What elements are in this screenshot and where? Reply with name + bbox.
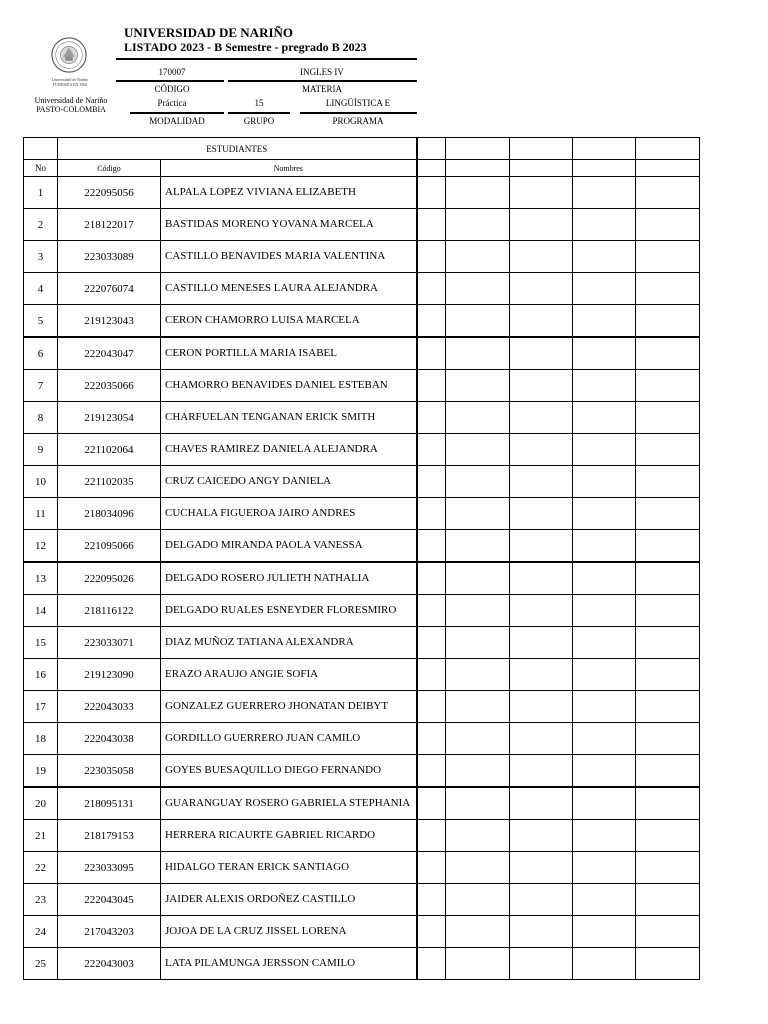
empty-grade-cell — [417, 659, 446, 691]
student-name: CHAMORRO BENAVIDES DANIEL ESTEBAN — [161, 370, 417, 402]
empty-grade-cell — [573, 562, 636, 595]
logo-caption: Universidad de Nariño FUNDADA EN 1904 — [51, 77, 89, 87]
modalidad-rule — [130, 112, 224, 114]
empty-grade-cell — [510, 305, 573, 338]
empty-grade-cell — [636, 241, 700, 273]
empty-grade-cell — [446, 595, 510, 627]
table-row — [24, 884, 700, 916]
student-code: 218122017 — [58, 209, 161, 241]
codigo-value: 170007 — [158, 67, 186, 77]
empty-grade-cell — [446, 691, 510, 723]
extra-header-cell — [636, 138, 700, 160]
empty-grade-cell — [417, 852, 446, 884]
empty-grade-cell — [573, 787, 636, 820]
codigo-label: CÓDIGO — [154, 84, 190, 94]
empty-grade-cell — [636, 209, 700, 241]
student-name: LATA PILAMUNGA JERSSON CAMILO — [161, 948, 417, 980]
empty-grade-cell — [510, 852, 573, 884]
table-row — [24, 530, 700, 563]
row-number: 25 — [24, 948, 58, 980]
empty-grade-cell — [446, 241, 510, 273]
empty-grade-cell — [573, 723, 636, 755]
empty-grade-cell — [446, 402, 510, 434]
extra-header-cell — [573, 138, 636, 160]
student-code: 222035066 — [58, 370, 161, 402]
empty-grade-cell — [417, 498, 446, 530]
student-name: JOJOA DE LA CRUZ JISSEL LORENA — [161, 916, 417, 948]
empty-grade-cell — [446, 209, 510, 241]
empty-grade-cell — [573, 241, 636, 273]
empty-grade-cell — [636, 337, 700, 370]
empty-grade-cell — [510, 209, 573, 241]
empty-grade-cell — [446, 659, 510, 691]
empty-grade-cell — [573, 434, 636, 466]
empty-grade-cell — [636, 562, 700, 595]
student-name: CASTILLO BENAVIDES MARIA VALENTINA — [161, 241, 417, 273]
empty-grade-cell — [636, 820, 700, 852]
row-number: 23 — [24, 884, 58, 916]
empty-grade-cell — [573, 530, 636, 563]
empty-grade-cell — [573, 595, 636, 627]
table-row — [24, 370, 700, 402]
row-number: 7 — [24, 370, 58, 402]
header-rule-top — [116, 58, 417, 60]
empty-grade-cell — [573, 498, 636, 530]
empty-grade-cell — [446, 852, 510, 884]
table-row — [24, 755, 700, 788]
student-name: GUARANGUAY ROSERO GABRIELA STEPHANIA — [161, 787, 417, 820]
empty-grade-cell — [417, 370, 446, 402]
empty-grade-cell — [636, 273, 700, 305]
empty-grade-cell — [636, 723, 700, 755]
empty-grade-cell — [446, 370, 510, 402]
empty-grade-cell — [417, 916, 446, 948]
empty-grade-cell — [417, 787, 446, 820]
empty-grade-cell — [573, 305, 636, 338]
grupo-rule — [228, 112, 290, 114]
student-code: 217043203 — [58, 916, 161, 948]
row-number: 20 — [24, 787, 58, 820]
extra-header-cell — [446, 138, 510, 160]
student-code: 222043047 — [58, 337, 161, 370]
empty-grade-cell — [573, 916, 636, 948]
empty-grade-cell — [636, 595, 700, 627]
empty-grade-cell — [510, 402, 573, 434]
row-number: 11 — [24, 498, 58, 530]
materia-value: INGLES IV — [300, 67, 344, 77]
empty-grade-cell — [417, 209, 446, 241]
page-subtitle: LISTADO 2023 - B Semestre - pregrado B 2023 — [124, 40, 367, 54]
student-code: 219123043 — [58, 305, 161, 338]
student-code: 222076074 — [58, 273, 161, 305]
empty-grade-cell — [636, 370, 700, 402]
empty-grade-cell — [510, 530, 573, 563]
empty-grade-cell — [573, 948, 636, 980]
empty-grade-cell — [446, 273, 510, 305]
table-row — [24, 852, 700, 884]
student-code: 222095026 — [58, 562, 161, 595]
student-code: 223033095 — [58, 852, 161, 884]
empty-grade-cell — [446, 562, 510, 595]
row-number: 9 — [24, 434, 58, 466]
row-number: 16 — [24, 659, 58, 691]
empty-grade-cell — [510, 723, 573, 755]
empty-grade-cell — [417, 305, 446, 338]
table-row — [24, 723, 700, 755]
empty-grade-cell — [510, 691, 573, 723]
empty-grade-cell — [573, 755, 636, 788]
student-code: 221102064 — [58, 434, 161, 466]
row-number: 15 — [24, 627, 58, 659]
empty-grade-cell — [417, 337, 446, 370]
codigo-rule — [116, 80, 224, 82]
empty-grade-cell — [573, 659, 636, 691]
empty-grade-cell — [417, 402, 446, 434]
student-code: 223033089 — [58, 241, 161, 273]
empty-grade-cell — [446, 948, 510, 980]
empty-grade-cell — [417, 691, 446, 723]
empty-grade-cell — [636, 466, 700, 498]
empty-grade-cell — [636, 691, 700, 723]
empty-grade-cell — [417, 948, 446, 980]
table-row — [24, 498, 700, 530]
empty-grade-cell — [636, 305, 700, 338]
empty-grade-cell — [573, 466, 636, 498]
empty-grade-cell — [636, 755, 700, 788]
student-name: HERRERA RICAURTE GABRIEL RICARDO — [161, 820, 417, 852]
empty-grade-cell — [446, 884, 510, 916]
empty-grade-cell — [417, 884, 446, 916]
empty-grade-cell — [446, 337, 510, 370]
student-name: ALPALA LOPEZ VIVIANA ELIZABETH — [161, 177, 417, 209]
student-name: CERON CHAMORRO LUISA MARCELA — [161, 305, 417, 338]
row-number: 17 — [24, 691, 58, 723]
empty-grade-cell — [446, 627, 510, 659]
empty-grade-cell — [446, 755, 510, 788]
row-number: 5 — [24, 305, 58, 338]
empty-grade-cell — [510, 466, 573, 498]
grupo-value: 15 — [254, 98, 264, 108]
programa-label: PROGRAMA — [332, 116, 384, 126]
student-code: 218095131 — [58, 787, 161, 820]
empty-grade-cell — [636, 434, 700, 466]
empty-grade-cell — [446, 434, 510, 466]
table-row — [24, 691, 700, 723]
empty-grade-cell — [510, 434, 573, 466]
student-name: GONZALEZ GUERRERO JHONATAN DEIBYT — [161, 691, 417, 723]
table-row — [24, 595, 700, 627]
programa-rule — [300, 112, 417, 114]
student-name: DELGADO MIRANDA PAOLA VANESSA — [161, 530, 417, 563]
table-row — [24, 434, 700, 466]
row-number: 19 — [24, 755, 58, 788]
student-code: 218034096 — [58, 498, 161, 530]
programa-value: LINGÜÍSTICA E — [325, 98, 391, 108]
empty-grade-cell — [636, 948, 700, 980]
table-row — [24, 948, 700, 980]
empty-grade-cell — [573, 402, 636, 434]
student-code: 221095066 — [58, 530, 161, 563]
empty-grade-cell — [510, 273, 573, 305]
empty-grade-cell — [417, 627, 446, 659]
table-row — [24, 177, 700, 209]
extra-header-cell — [417, 160, 446, 177]
table-row — [24, 305, 700, 338]
empty-grade-cell — [446, 530, 510, 563]
empty-grade-cell — [417, 562, 446, 595]
empty-grade-cell — [510, 177, 573, 209]
row-number: 6 — [24, 337, 58, 370]
extra-header-cell — [446, 160, 510, 177]
empty-grade-cell — [510, 755, 573, 788]
student-code: 222043033 — [58, 691, 161, 723]
empty-grade-cell — [573, 337, 636, 370]
student-code: 223033071 — [58, 627, 161, 659]
student-name: DELGADO ROSERO JULIETH NATHALIA — [161, 562, 417, 595]
empty-grade-cell — [510, 498, 573, 530]
empty-grade-cell — [510, 659, 573, 691]
student-code: 218179153 — [58, 820, 161, 852]
institution-name: Universidad de Nariño PASTO-COLOMBIA — [34, 96, 108, 114]
student-code: 222043045 — [58, 884, 161, 916]
student-name: CERON PORTILLA MARIA ISABEL — [161, 337, 417, 370]
modalidad-value: Práctica — [157, 98, 187, 108]
empty-grade-cell — [636, 402, 700, 434]
student-code: 221102035 — [58, 466, 161, 498]
empty-grade-cell — [636, 498, 700, 530]
empty-grade-cell — [417, 434, 446, 466]
extra-header-cell — [573, 160, 636, 177]
table-row — [24, 787, 700, 820]
row-number: 10 — [24, 466, 58, 498]
materia-label: MATERIA — [302, 84, 342, 94]
row-number: 8 — [24, 402, 58, 434]
student-code: 222043003 — [58, 948, 161, 980]
student-name: CRUZ CAICEDO ANGY DANIELA — [161, 466, 417, 498]
student-code: 223035058 — [58, 755, 161, 788]
empty-grade-cell — [417, 177, 446, 209]
student-name: DELGADO RUALES ESNEYDER FLORESMIRO — [161, 595, 417, 627]
row-number: 24 — [24, 916, 58, 948]
empty-grade-cell — [446, 466, 510, 498]
student-name: GOYES BUESAQUILLO DIEGO FERNANDO — [161, 755, 417, 788]
empty-grade-cell — [636, 530, 700, 563]
modalidad-label: MODALIDAD — [149, 116, 205, 126]
corner-cell — [24, 138, 58, 160]
empty-grade-cell — [573, 627, 636, 659]
empty-grade-cell — [417, 466, 446, 498]
page-title: UNIVERSIDAD DE NARIÑO — [124, 25, 294, 40]
empty-grade-cell — [573, 209, 636, 241]
row-number: 12 — [24, 530, 58, 563]
empty-grade-cell — [510, 948, 573, 980]
students-group-header: ESTUDIANTES — [58, 138, 417, 160]
extra-header-cell — [510, 138, 573, 160]
student-code: 218116122 — [58, 595, 161, 627]
student-code: 222095056 — [58, 177, 161, 209]
row-number: 1 — [24, 177, 58, 209]
student-name: CUCHALA FIGUEROA JAIRO ANDRES — [161, 498, 417, 530]
empty-grade-cell — [417, 273, 446, 305]
empty-grade-cell — [510, 595, 573, 627]
empty-grade-cell — [417, 595, 446, 627]
empty-grade-cell — [510, 337, 573, 370]
empty-grade-cell — [636, 884, 700, 916]
student-name: GORDILLO GUERRERO JUAN CAMILO — [161, 723, 417, 755]
empty-grade-cell — [636, 787, 700, 820]
grupo-label: GRUPO — [243, 116, 275, 126]
empty-grade-cell — [446, 916, 510, 948]
materia-rule — [228, 80, 417, 82]
student-name: CHAVES RAMIREZ DANIELA ALEJANDRA — [161, 434, 417, 466]
empty-grade-cell — [446, 787, 510, 820]
empty-grade-cell — [573, 820, 636, 852]
row-number: 18 — [24, 723, 58, 755]
empty-grade-cell — [510, 916, 573, 948]
table-row — [24, 273, 700, 305]
empty-grade-cell — [636, 852, 700, 884]
row-number: 21 — [24, 820, 58, 852]
empty-grade-cell — [446, 177, 510, 209]
extra-header-cell — [510, 160, 573, 177]
table-row — [24, 402, 700, 434]
extra-header-cell — [417, 138, 446, 160]
empty-grade-cell — [446, 820, 510, 852]
row-number: 2 — [24, 209, 58, 241]
student-name: ERAZO ARAUJO ANGIE SOFIA — [161, 659, 417, 691]
table-row — [24, 562, 700, 595]
empty-grade-cell — [510, 787, 573, 820]
row-number: 22 — [24, 852, 58, 884]
empty-grade-cell — [510, 884, 573, 916]
empty-grade-cell — [417, 241, 446, 273]
student-name: DIAZ MUÑOZ TATIANA ALEXANDRA — [161, 627, 417, 659]
student-name: BASTIDAS MORENO YOVANA MARCELA — [161, 209, 417, 241]
col-header-no: No — [24, 160, 58, 177]
col-header-codigo: Código — [58, 160, 161, 177]
table-row — [24, 241, 700, 273]
empty-grade-cell — [573, 273, 636, 305]
table-row — [24, 916, 700, 948]
table-row — [24, 209, 700, 241]
table-row — [24, 466, 700, 498]
students-table — [23, 137, 700, 980]
empty-grade-cell — [573, 370, 636, 402]
student-name: CHARFUELAN TENGANAN ERICK SMITH — [161, 402, 417, 434]
student-code: 219123090 — [58, 659, 161, 691]
empty-grade-cell — [417, 755, 446, 788]
student-code: 222043038 — [58, 723, 161, 755]
university-seal-logo — [50, 36, 88, 74]
row-number: 14 — [24, 595, 58, 627]
empty-grade-cell — [573, 177, 636, 209]
empty-grade-cell — [636, 177, 700, 209]
table-row — [24, 337, 700, 370]
empty-grade-cell — [573, 691, 636, 723]
empty-grade-cell — [636, 916, 700, 948]
student-name: HIDALGO TERAN ERICK SANTIAGO — [161, 852, 417, 884]
empty-grade-cell — [446, 723, 510, 755]
student-code: 219123054 — [58, 402, 161, 434]
student-name: JAIDER ALEXIS ORDOÑEZ CASTILLO — [161, 884, 417, 916]
empty-grade-cell — [510, 820, 573, 852]
empty-grade-cell — [510, 627, 573, 659]
row-number: 4 — [24, 273, 58, 305]
table-row — [24, 627, 700, 659]
row-number: 13 — [24, 562, 58, 595]
empty-grade-cell — [417, 723, 446, 755]
empty-grade-cell — [510, 241, 573, 273]
empty-grade-cell — [636, 659, 700, 691]
table-row — [24, 659, 700, 691]
empty-grade-cell — [573, 852, 636, 884]
empty-grade-cell — [417, 820, 446, 852]
table-row — [24, 820, 700, 852]
empty-grade-cell — [510, 562, 573, 595]
empty-grade-cell — [636, 627, 700, 659]
col-header-nombres: Nombres — [161, 160, 417, 177]
extra-header-cell — [636, 160, 700, 177]
empty-grade-cell — [446, 305, 510, 338]
empty-grade-cell — [510, 370, 573, 402]
empty-grade-cell — [446, 498, 510, 530]
student-name: CASTILLO MENESES LAURA ALEJANDRA — [161, 273, 417, 305]
row-number: 3 — [24, 241, 58, 273]
empty-grade-cell — [573, 884, 636, 916]
empty-grade-cell — [417, 530, 446, 563]
